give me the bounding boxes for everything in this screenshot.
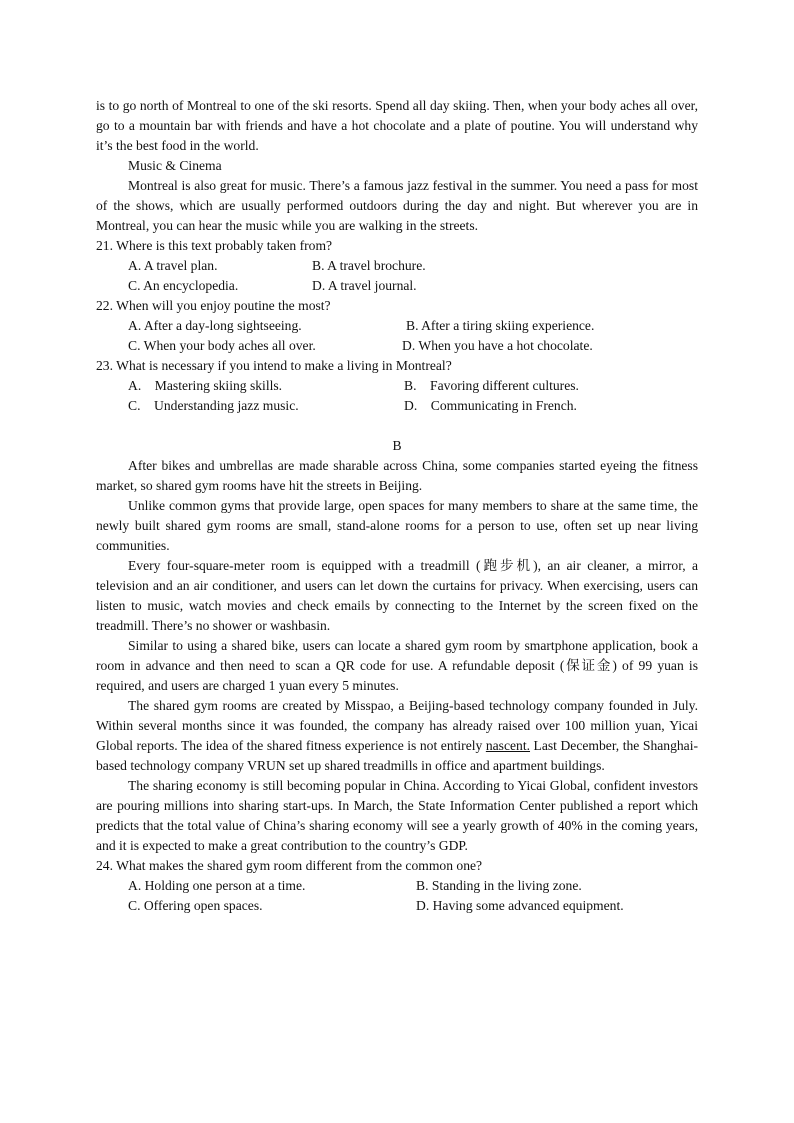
question-23-options-row-1 bbox=[96, 376, 698, 396]
question-23-stem: 23. What is necessary if you intend to make a living in Montreal? bbox=[96, 358, 452, 373]
passage-b-paragraph-1: After bikes and umbrellas are made sharable across China, some companies started eyeing the fitness market, so shared gym rooms have hit the streets in Beijing. bbox=[96, 458, 698, 493]
question-23-options-row-2 bbox=[96, 396, 698, 416]
question-21-option-a: A. A travel plan. bbox=[128, 258, 218, 273]
question-24-options-row-1 bbox=[96, 876, 698, 896]
question-23-option-d: D. Communicating in French. bbox=[404, 398, 577, 413]
section-heading-music-cinema: Music & Cinema bbox=[128, 158, 222, 173]
passage-b-label: B bbox=[392, 438, 402, 453]
passage-b-paragraph-5-text-before: The shared gym rooms are created by Misspao, a Beijing-based technology company founded in July. Within several months since it was founded, the company has already raised over 100 million yuan, Yicai Global reports. The idea of the shared fitness experience is not entirely bbox=[96, 698, 698, 753]
passage-b-paragraph-5-text-after: Last December, the Shanghai-based technology company VRUN set up shared treadmills in office and apartment buildings. bbox=[96, 738, 698, 773]
question-22-options-row-1 bbox=[96, 316, 698, 336]
question-21-options-row-1 bbox=[96, 256, 698, 276]
passage-a-paragraph-music: Montreal is also great for music. There’s a famous jazz festival in the summer. You need a pass for most of the shows, which are usually performed outdoors during the day and night. But wherever you are in Montreal, you can hear the music while you are walking in the streets. bbox=[96, 178, 698, 233]
question-24-options-row-2 bbox=[96, 896, 698, 916]
spacer bbox=[96, 416, 698, 436]
question-21-stem: 21. Where is this text probably taken from? bbox=[96, 238, 333, 253]
passage-b-paragraph-5 bbox=[96, 696, 698, 776]
question-22-stem: 22. When will you enjoy poutine the most? bbox=[96, 298, 331, 313]
question-24-option-a: A. Holding one person at a time. bbox=[128, 878, 306, 893]
question-21-option-b: B. A travel brochure. bbox=[312, 258, 426, 273]
question-22-option-d: D. When you have a hot chocolate. bbox=[402, 338, 593, 353]
question-21-option-c: C. An encyclopedia. bbox=[128, 278, 239, 293]
passage-a-paragraph-continued: is to go north of Montreal to one of the ski resorts. Spend all day skiing. Then, when your body aches all over, go to a mountain bar with friends and have a hot chocolate and a plate of poutine. You will understand why it’s the best food in the world. bbox=[96, 98, 698, 153]
question-22-option-b: B. After a tiring skiing experience. bbox=[406, 318, 595, 333]
question-23-option-c: C. Understanding jazz music. bbox=[128, 398, 299, 413]
question-21-options-row-2 bbox=[96, 276, 698, 296]
question-23-option-a: A. Mastering skiing skills. bbox=[128, 378, 283, 393]
question-21-option-d: D. A travel journal. bbox=[312, 278, 417, 293]
question-22-option-c: C. When your body aches all over. bbox=[128, 338, 316, 353]
question-23-option-b: B. Favoring different cultures. bbox=[404, 378, 579, 393]
passage-b-paragraph-3: Every four-square-meter room is equipped with a treadmill (跑步机), an air cleaner, a mirror, a television and an air conditioner, and users can let down the curtains for privacy. When exercising, users can listen to music, watch movies and check emails by connecting to the Internet by the screen fixed on the treadmill. There’s no shower or washbasin. bbox=[96, 558, 698, 633]
question-24-stem: 24. What makes the shared gym room different from the common one? bbox=[96, 858, 483, 873]
passage-b-paragraph-6: The sharing economy is still becoming popular in China. According to Yicai Global, confident investors are pouring millions into sharing start-ups. In March, the State Information Center published a report which predicts that the total value of China’s sharing economy will see a yearly growth of 40% in the coming years, and it is expected to make a great contribution to the country’s GDP. bbox=[96, 778, 698, 853]
question-24-option-b: B. Standing in the living zone. bbox=[416, 878, 582, 893]
question-24-option-d: D. Having some advanced equipment. bbox=[416, 898, 624, 913]
question-22-option-a: A. After a day-long sightseeing. bbox=[128, 318, 302, 333]
passage-b-paragraph-2: Unlike common gyms that provide large, open spaces for many members to share at the same time, the newly built shared gym rooms are small, stand-alone rooms for a person to use, often set up near living communities. bbox=[96, 498, 698, 553]
question-24-option-c: C. Offering open spaces. bbox=[128, 898, 263, 913]
passage-b-paragraph-4: Similar to using a shared bike, users can locate a shared gym room by smartphone application, book a room in advance and then need to scan a QR code for use. A refundable deposit (保证金) of 99 yuan is required, and users are charged 1 yuan every 5 minutes. bbox=[96, 638, 698, 693]
exam-page bbox=[96, 96, 698, 916]
underlined-word-nascent: nascent. bbox=[485, 738, 531, 753]
question-22-options-row-2 bbox=[96, 336, 698, 356]
